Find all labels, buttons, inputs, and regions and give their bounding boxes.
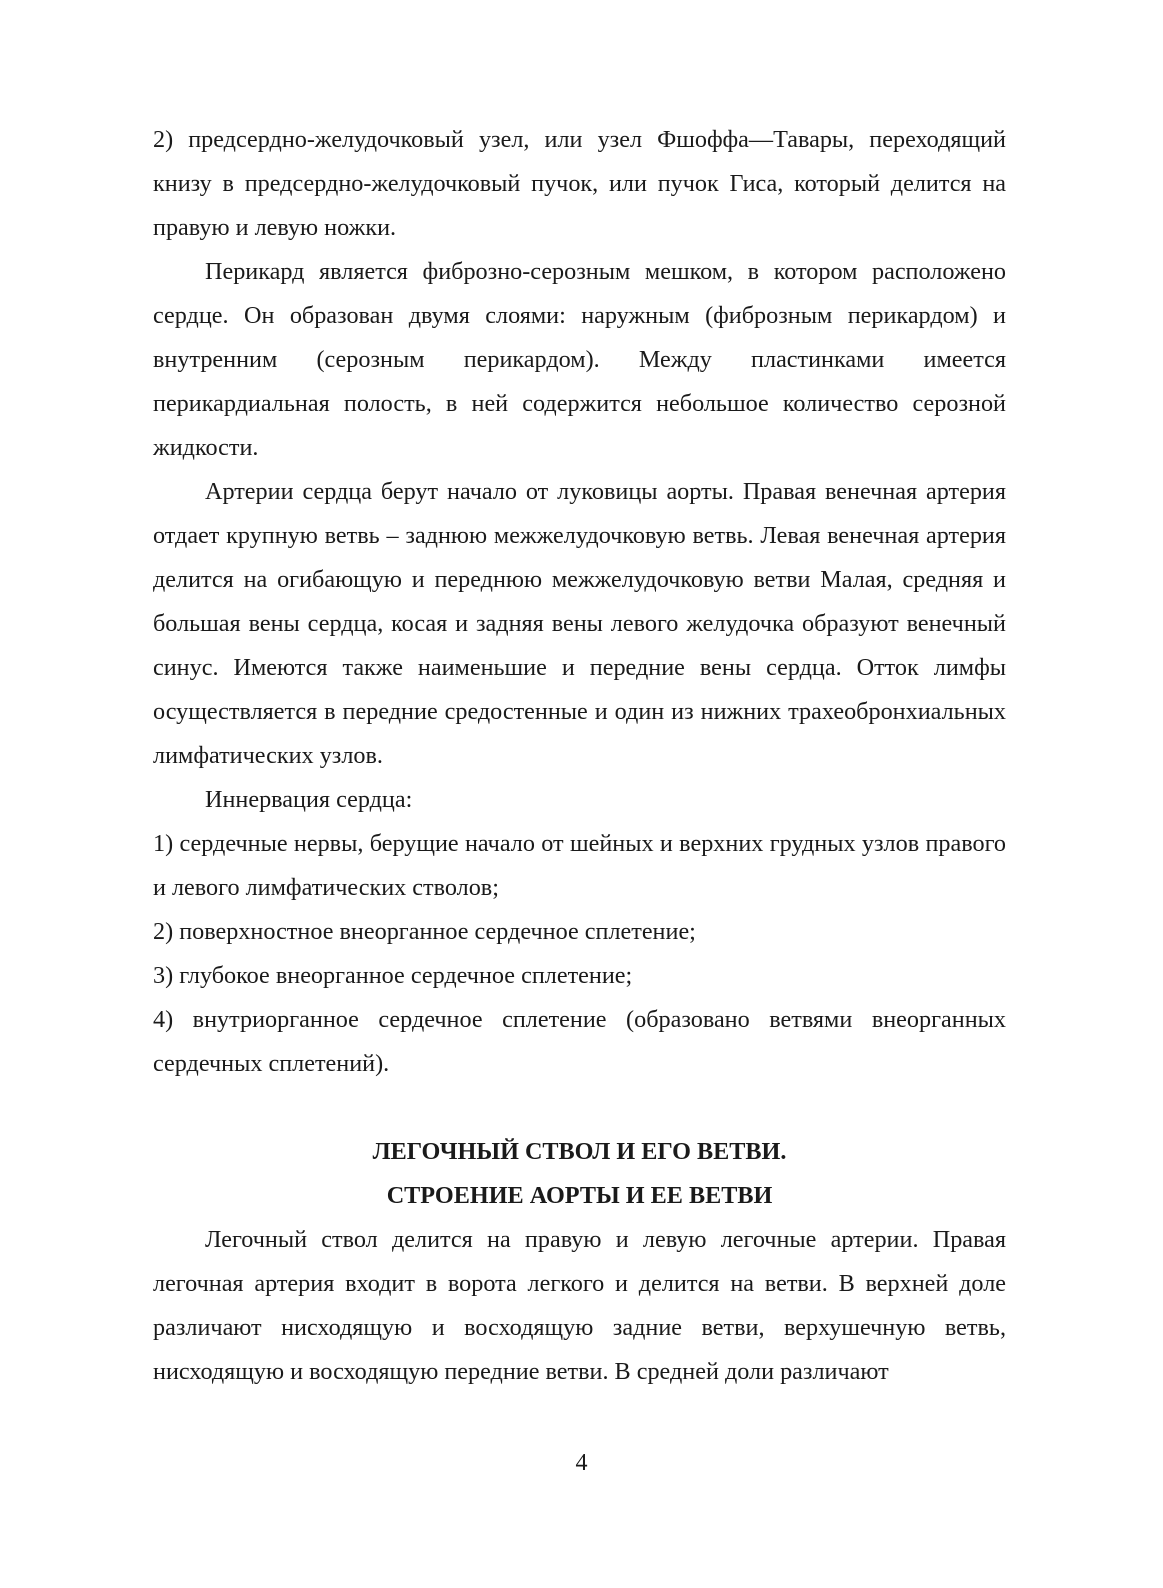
list-item-intraorgan-plexus: 4) внутриорганное сердечное сплетение (образовано ветвями внеорганных сердечных сплетений). bbox=[153, 1006, 1006, 1077]
paragraph-innervation-title: Иннервация сердца: bbox=[205, 786, 413, 813]
paragraph-pulmonary-trunk: Легочный ствол делится на правую и левую легочные артерии. Правая легочная артерия входит в ворота легкого и делится на ветви. В верхней доле различают нисходящую и восходящую задние ветви, верхушечную ветвь, нисходящую и восходящую передние ветви. В средней доли различают bbox=[153, 1226, 1006, 1385]
section-heading bbox=[153, 1130, 1006, 1218]
list-item-superficial-plexus: 2) поверхностное внеорганное сердечное сплетение; bbox=[153, 918, 696, 945]
paragraph-pericardium: Перикард является фиброзно-серозным мешком, в котором расположено сердце. Он образован двумя слоями: наружным (фиброзным перикардом) и внутренним (серозным перикардом). Между пластинками имеется перикардиальная полость, в ней содержится небольшое количество серозной жидкости. bbox=[153, 258, 1006, 461]
paragraph-av-node: 2) предсердно-желудочковый узел, или узел Фшоффа—Тавары, переходящий книзу в предсердно-желудочковый пучок, или пучок Гиса, который делится на правую и левую ножки. bbox=[153, 126, 1006, 241]
page-number: 4 bbox=[575, 1450, 588, 1476]
section-heading-line-1: ЛЕГОЧНЫЙ СТВОЛ И ЕГО ВЕТВИ. bbox=[372, 1138, 787, 1165]
list-item-cardiac-nerves: 1) сердечные нервы, берущие начало от шейных и верхних грудных узлов правого и левого лимфатических стволов; bbox=[153, 830, 1006, 901]
paragraph-heart-arteries: Артерии сердца берут начало от луковицы аорты. Правая венечная артерия отдает крупную ветвь – заднюю межжелудочковую ветвь. Левая венечная артерия делится на огибающую и переднюю межжелудочковую ветви Малая, средняя и большая вены сердца, косая и задняя вены левого желудочка образуют венечный синус. Имеются также наименьшие и передние вены сердца. Отток лимфы осуществляется в передние средостенные и один из нижних трахеобронхиальных лимфатических узлов. bbox=[153, 478, 1006, 769]
body-text-bottom bbox=[153, 1218, 1006, 1394]
body-text-top bbox=[153, 118, 1006, 1086]
list-item-deep-plexus: 3) глубокое внеорганное сердечное сплетение; bbox=[153, 962, 633, 989]
document-page bbox=[153, 118, 1006, 1394]
section-heading-line-2: СТРОЕНИЕ АОРТЫ И ЕЕ ВЕТВИ bbox=[386, 1182, 773, 1209]
